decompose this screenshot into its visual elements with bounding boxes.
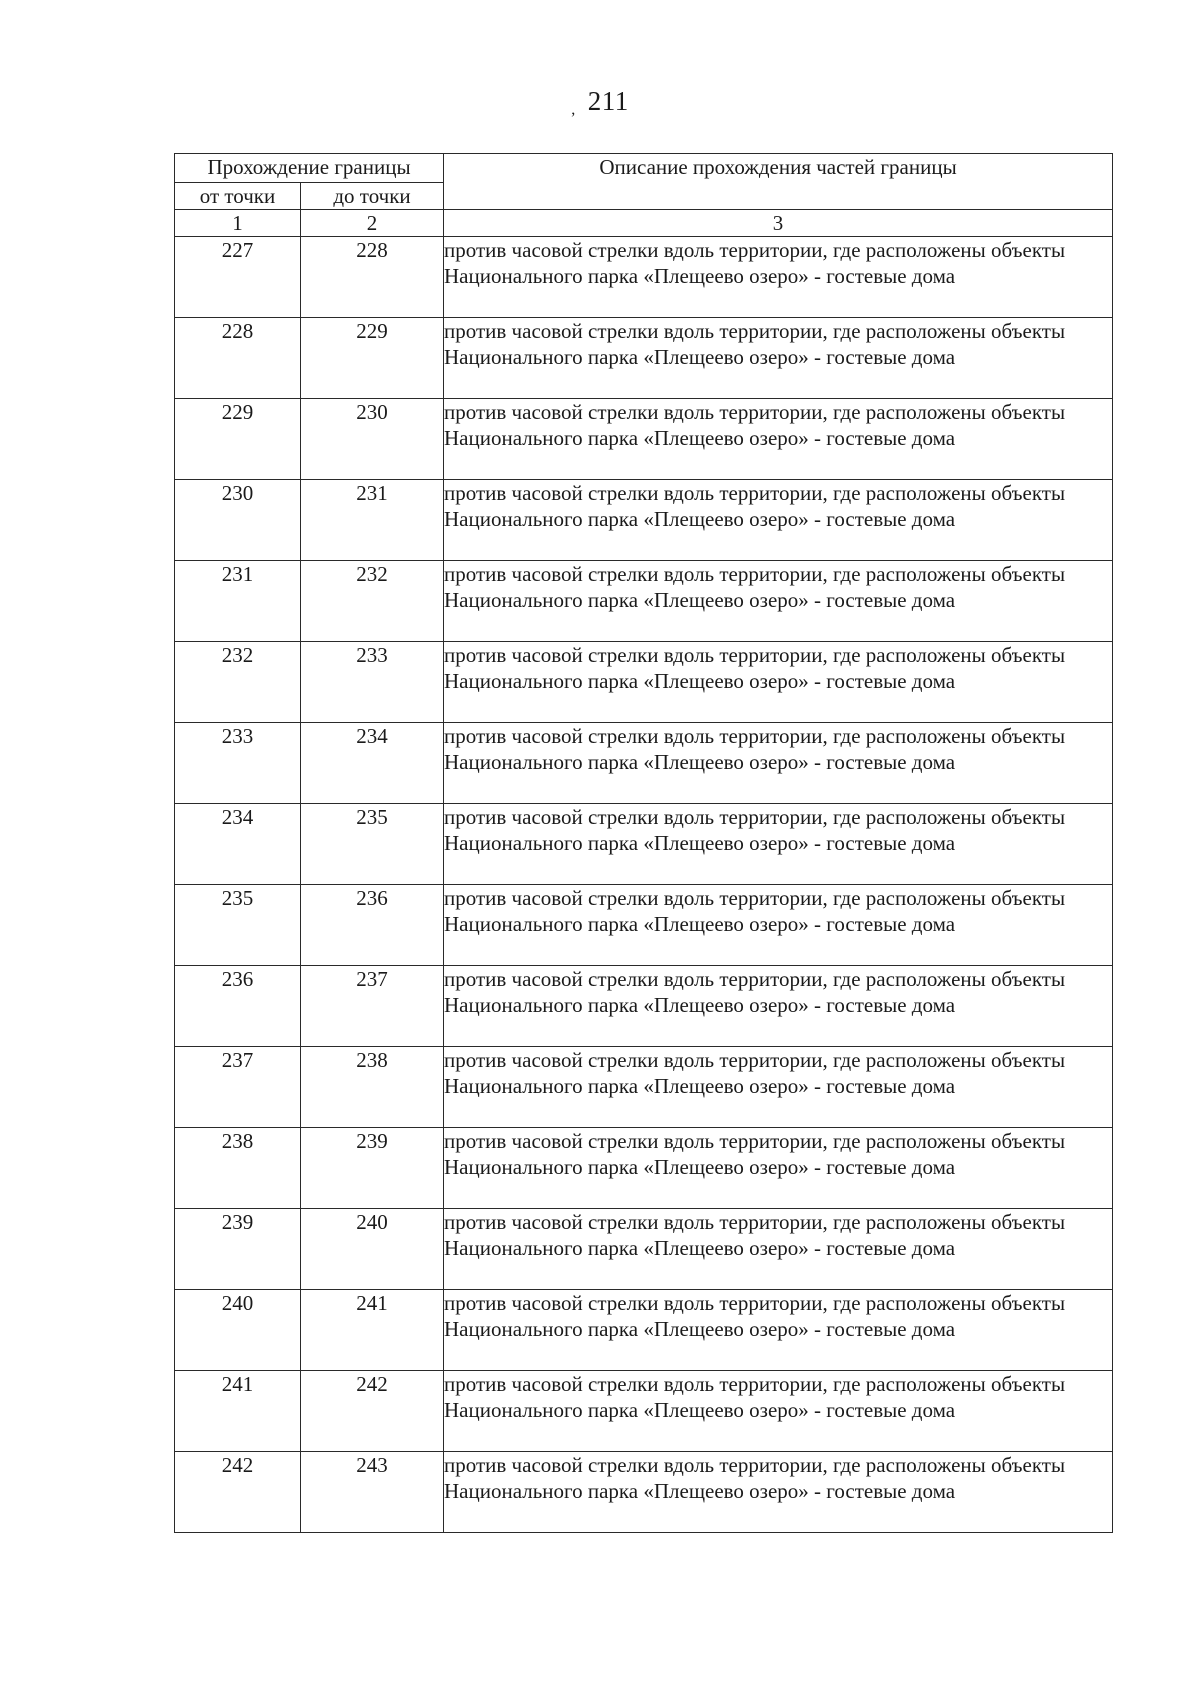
table-row xyxy=(175,642,1113,723)
column-number-3: 3 xyxy=(444,210,1113,237)
to-point-cell: 236 xyxy=(301,885,444,966)
header-to-point: до точки xyxy=(301,183,444,210)
from-point-cell: 231 xyxy=(175,561,301,642)
table-row xyxy=(175,723,1113,804)
table-row xyxy=(175,1209,1113,1290)
table-row xyxy=(175,804,1113,885)
description-cell: против часовой стрелки вдоль территории, где расположены объекты Национального парка «Плещеево озеро» - гостевые дома xyxy=(444,642,1113,723)
column-number-2: 2 xyxy=(301,210,444,237)
column-number-1: 1 xyxy=(175,210,301,237)
from-point-cell: 239 xyxy=(175,1209,301,1290)
header-description: Описание прохождения частей границы xyxy=(444,154,1113,210)
table-row xyxy=(175,480,1113,561)
from-point-cell: 228 xyxy=(175,318,301,399)
table-row xyxy=(175,1452,1113,1533)
to-point-cell: 231 xyxy=(301,480,444,561)
table-body xyxy=(175,237,1113,1533)
description-cell: против часовой стрелки вдоль территории, где расположены объекты Национального парка «Плещеево озеро» - гостевые дома xyxy=(444,480,1113,561)
table-row xyxy=(175,237,1113,318)
to-point-cell: 239 xyxy=(301,1128,444,1209)
from-point-cell: 229 xyxy=(175,399,301,480)
description-cell: против часовой стрелки вдоль территории, где расположены объекты Национального парка «Плещеево озеро» - гостевые дома xyxy=(444,1452,1113,1533)
table-row xyxy=(175,318,1113,399)
to-point-cell: 237 xyxy=(301,966,444,1047)
scan-speck: , xyxy=(571,101,576,118)
from-point-cell: 237 xyxy=(175,1047,301,1128)
description-cell: против часовой стрелки вдоль территории, где расположены объекты Национального парка «Плещеево озеро» - гостевые дома xyxy=(444,1290,1113,1371)
table-row xyxy=(175,1371,1113,1452)
description-cell: против часовой стрелки вдоль территории, где расположены объекты Национального парка «Плещеево озеро» - гостевые дома xyxy=(444,1047,1113,1128)
from-point-cell: 227 xyxy=(175,237,301,318)
from-point-cell: 240 xyxy=(175,1290,301,1371)
from-point-cell: 233 xyxy=(175,723,301,804)
table-row xyxy=(175,561,1113,642)
to-point-cell: 229 xyxy=(301,318,444,399)
table-row xyxy=(175,399,1113,480)
table-row xyxy=(175,1047,1113,1128)
column-number-row xyxy=(175,210,1113,237)
description-cell: против часовой стрелки вдоль территории, где расположены объекты Национального парка «Плещеево озеро» - гостевые дома xyxy=(444,318,1113,399)
from-point-cell: 234 xyxy=(175,804,301,885)
from-point-cell: 242 xyxy=(175,1452,301,1533)
table-header xyxy=(175,154,1113,237)
table-row xyxy=(175,1128,1113,1209)
from-point-cell: 241 xyxy=(175,1371,301,1452)
description-cell: против часовой стрелки вдоль территории, где расположены объекты Национального парка «Плещеево озеро» - гостевые дома xyxy=(444,723,1113,804)
to-point-cell: 230 xyxy=(301,399,444,480)
page-number-text: 211 xyxy=(587,86,629,116)
description-cell: против часовой стрелки вдоль территории, где расположены объекты Национального парка «Плещеево озеро» - гостевые дома xyxy=(444,1371,1113,1452)
description-cell: против часовой стрелки вдоль территории, где расположены объекты Национального парка «Плещеево озеро» - гостевые дома xyxy=(444,966,1113,1047)
header-from-point: от точки xyxy=(175,183,301,210)
header-boundary-passage: Прохождение границы xyxy=(175,154,444,183)
from-point-cell: 236 xyxy=(175,966,301,1047)
to-point-cell: 241 xyxy=(301,1290,444,1371)
table-row xyxy=(175,966,1113,1047)
to-point-cell: 235 xyxy=(301,804,444,885)
table-row xyxy=(175,885,1113,966)
to-point-cell: 232 xyxy=(301,561,444,642)
from-point-cell: 232 xyxy=(175,642,301,723)
to-point-cell: 233 xyxy=(301,642,444,723)
description-cell: против часовой стрелки вдоль территории, где расположены объекты Национального парка «Плещеево озеро» - гостевые дома xyxy=(444,885,1113,966)
to-point-cell: 234 xyxy=(301,723,444,804)
description-cell: против часовой стрелки вдоль территории, где расположены объекты Национального парка «Плещеево озеро» - гостевые дома xyxy=(444,561,1113,642)
boundary-table xyxy=(174,153,1113,1533)
description-cell: против часовой стрелки вдоль территории, где расположены объекты Национального парка «Плещеево озеро» - гостевые дома xyxy=(444,804,1113,885)
to-point-cell: 242 xyxy=(301,1371,444,1452)
from-point-cell: 238 xyxy=(175,1128,301,1209)
description-cell: против часовой стрелки вдоль территории, где расположены объекты Национального парка «Плещеево озеро» - гостевые дома xyxy=(444,399,1113,480)
table-row xyxy=(175,1290,1113,1371)
description-cell: против часовой стрелки вдоль территории, где расположены объекты Национального парка «Плещеево озеро» - гостевые дома xyxy=(444,1209,1113,1290)
from-point-cell: 235 xyxy=(175,885,301,966)
to-point-cell: 228 xyxy=(301,237,444,318)
description-cell: против часовой стрелки вдоль территории, где расположены объекты Национального парка «Плещеево озеро» - гостевые дома xyxy=(444,1128,1113,1209)
to-point-cell: 243 xyxy=(301,1452,444,1533)
from-point-cell: 230 xyxy=(175,480,301,561)
page-number xyxy=(0,86,1200,125)
to-point-cell: 238 xyxy=(301,1047,444,1128)
description-cell: против часовой стрелки вдоль территории, где расположены объекты Национального парка «Плещеево озеро» - гостевые дома xyxy=(444,237,1113,318)
to-point-cell: 240 xyxy=(301,1209,444,1290)
